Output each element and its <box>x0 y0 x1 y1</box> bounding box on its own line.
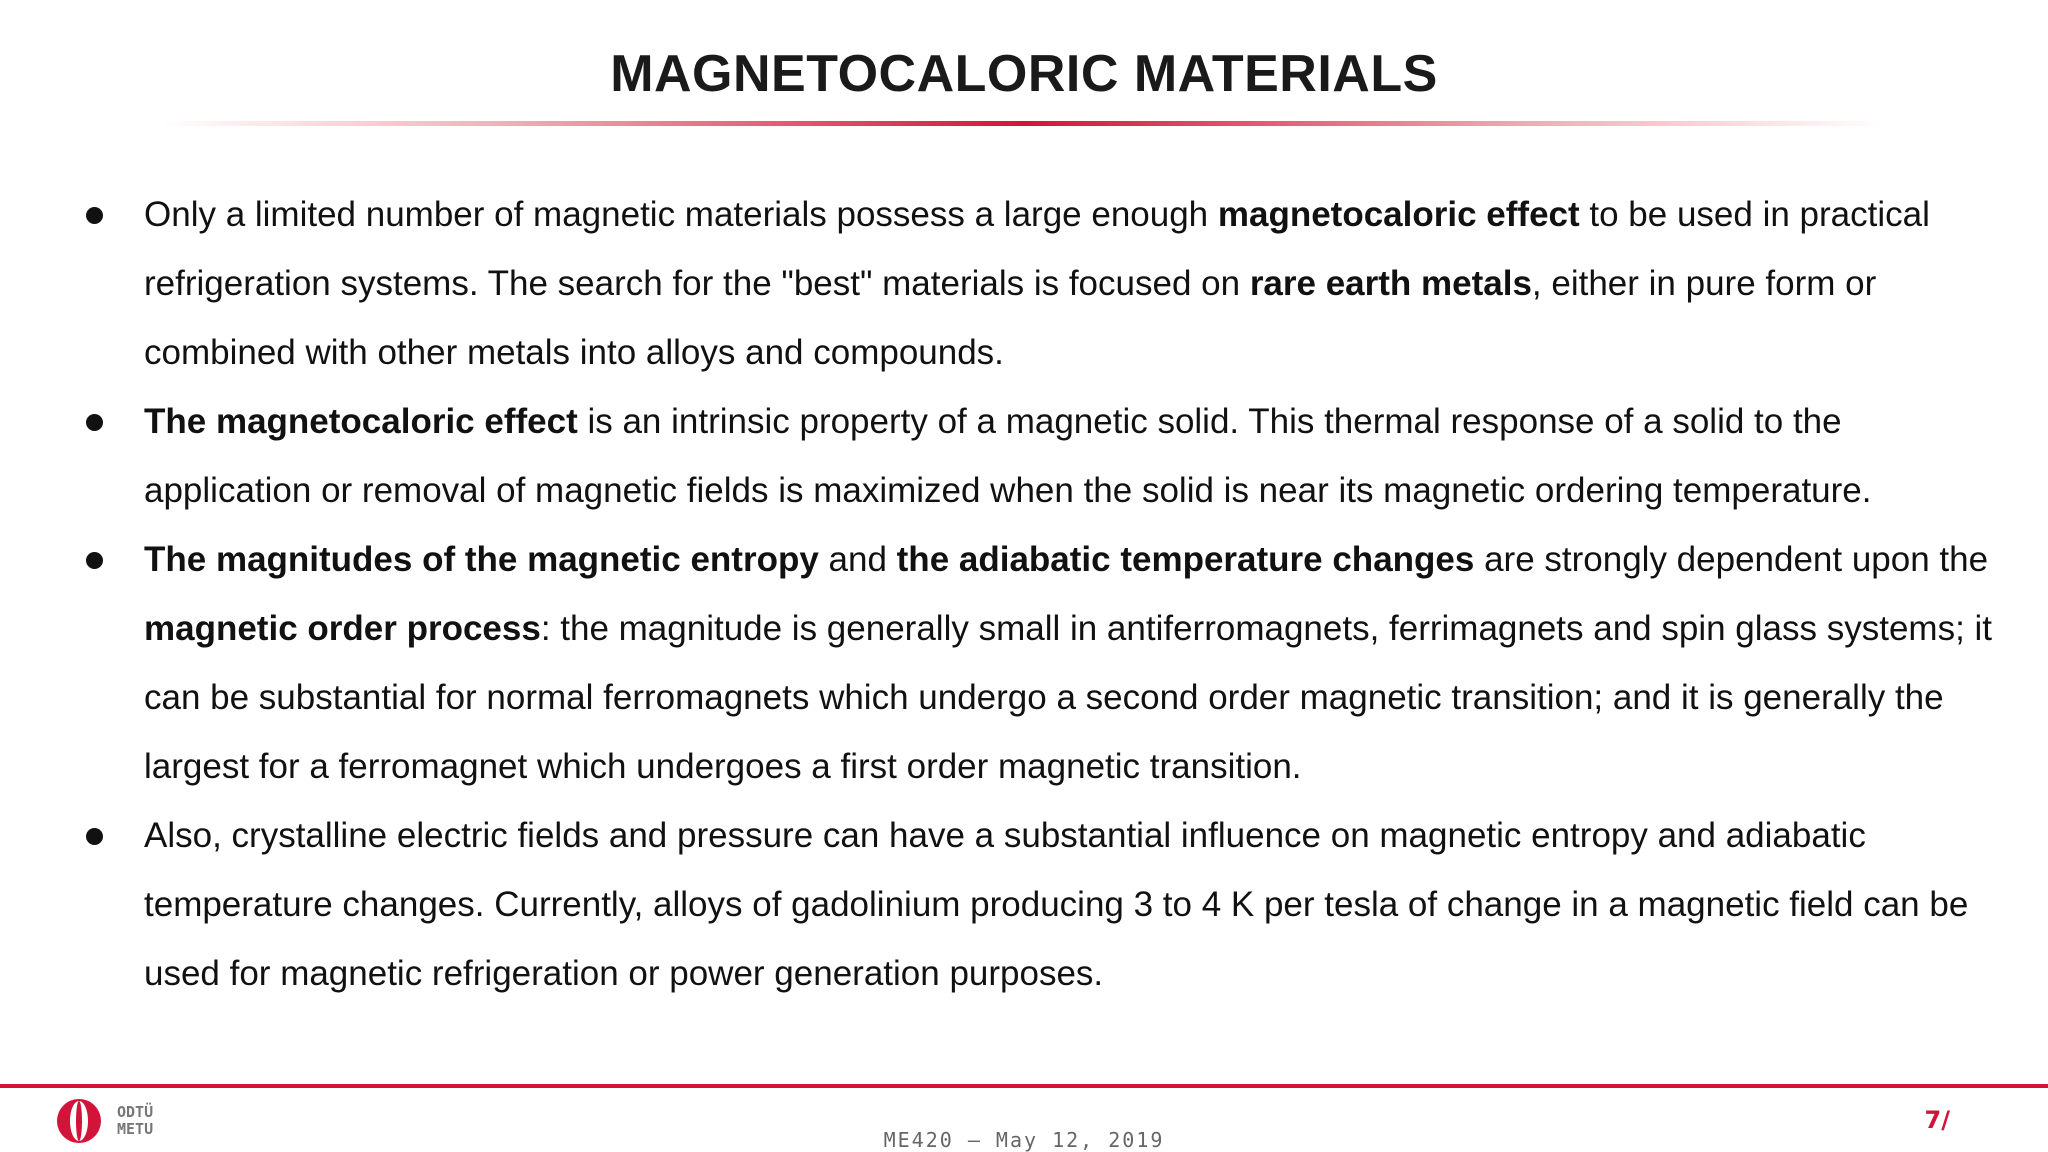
page-number: 7/ <box>1924 1106 1950 1134</box>
bold-phrase: magnetocaloric effect <box>1217 195 1580 234</box>
bullet-text <box>144 402 1871 510</box>
text-segment: to be used in practical refrigeration systems. The search for the "best" materials is focused on <box>144 195 1930 303</box>
bold-phrase: magnetic order process <box>144 609 541 648</box>
bullet-text <box>144 195 1930 372</box>
slide-title: MAGNETOCALORIC MATERIALS <box>610 45 1438 103</box>
text-segment: is an intrinsic property of a magnetic solid. This thermal response of a solid to the application or removal of magnetic fields is maximized when the solid is near its magnetic ordering temperature. <box>144 402 1872 510</box>
logo-line-metu: METU <box>117 1120 154 1138</box>
text-segment: : the magnitude is generally small in antiferromagnets, ferrimagnets and spin glass systems; it can be substantial for normal ferromagnets which undergo a second order magnetic transition; and it is generally the largest for a ferromagnet which undergoes a first order magnetic transition. <box>144 609 1993 786</box>
footer-divider <box>0 1084 2048 1088</box>
title-divider <box>0 121 2048 126</box>
bold-phrase: rare earth metals <box>1249 264 1532 303</box>
text-segment: are strongly dependent upon the <box>1474 540 1989 579</box>
bullet-item <box>86 801 1996 1008</box>
bullet-list <box>86 180 1996 1008</box>
bold-phrase: The magnitudes of the magnetic entropy <box>144 540 819 579</box>
text-segment: Only a limited number of magnetic materials possess a large enough <box>144 195 1218 234</box>
bullet-dot-icon <box>86 207 103 224</box>
bold-phrase: The magnetocaloric effect <box>144 402 578 441</box>
bullet-item <box>86 525 1996 801</box>
text-segment: and <box>818 540 897 579</box>
text-segment: , either in pure form or combined with other metals into alloys and compounds. <box>144 264 1877 372</box>
bullet-item <box>86 180 1996 387</box>
bullet-text <box>144 816 1968 993</box>
bullet-text <box>144 540 1992 786</box>
bold-phrase: the adiabatic temperature changes <box>896 540 1475 579</box>
bullet-dot-icon <box>86 552 103 569</box>
logo-line-odtu: ODTÜ <box>117 1103 154 1121</box>
bullet-item <box>86 387 1996 525</box>
bullet-dot-icon <box>86 414 103 431</box>
footer-course-date: ME420 – May 12, 2019 <box>883 1128 1165 1152</box>
text-segment: Also, crystalline electric fields and pressure can have a substantial influence on magnetic entropy and adiabatic temperature changes. Currently, alloys of gadolinium producing 3 to 4 K per tesla of change in a magnetic field can be used for magnetic refrigeration or power generation purposes. <box>144 816 1969 993</box>
bullet-dot-icon <box>86 828 103 845</box>
